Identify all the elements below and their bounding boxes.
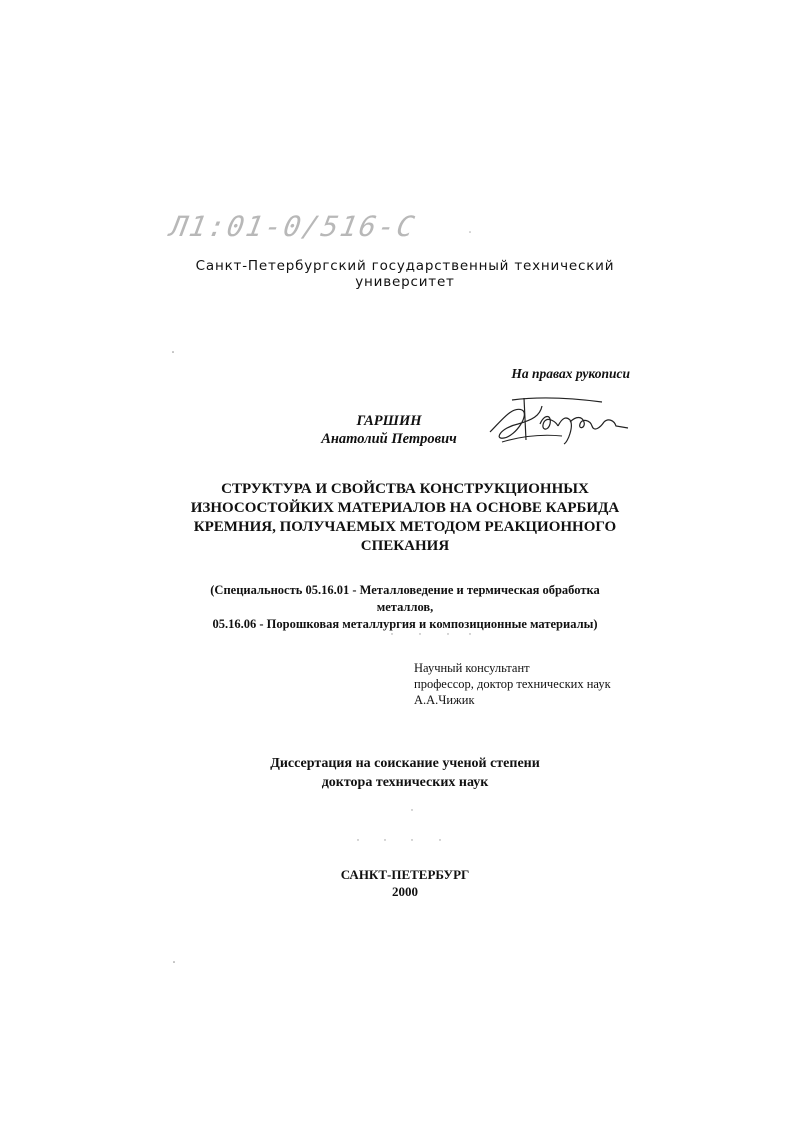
dissertation-title bbox=[150, 480, 660, 556]
place-and-year bbox=[300, 866, 510, 900]
handwritten-signature bbox=[482, 392, 632, 448]
consultant-position: профессор, доктор технических наук bbox=[414, 677, 611, 691]
university-line-2: университет bbox=[355, 274, 455, 290]
degree-line-1: Диссертация на соискание ученой степени bbox=[270, 756, 540, 771]
archive-stamp: Л1:01-0/516-С bbox=[167, 210, 419, 243]
title-line-1: СТРУКТУРА И СВОЙСТВА КОНСТРУКЦИОННЫХ bbox=[221, 481, 589, 497]
consultant-label: Научный консультант bbox=[414, 661, 530, 675]
specialty-line-1: (Специальность 05.16.01 - Металловедение и термическая обработка bbox=[210, 583, 600, 597]
year: 2000 bbox=[392, 884, 418, 899]
specialty-line-3: 05.16.06 - Порошковая металлургия и композиционные материалы) bbox=[212, 617, 598, 631]
university-name bbox=[150, 258, 660, 290]
title-line-3: КРЕМНИЯ, ПОЛУЧАЕМЫХ МЕТОДОМ РЕАКЦИОННОГО bbox=[193, 519, 617, 535]
title-line-4: СПЕКАНИЯ bbox=[360, 538, 450, 554]
city-name: САНКТ-ПЕТЕРБУРГ bbox=[340, 867, 470, 882]
consultant-block bbox=[414, 660, 674, 708]
author-surname: ГАРШИН bbox=[356, 413, 422, 429]
specialty-line-2: металлов, bbox=[376, 600, 434, 614]
title-line-2: ИЗНОСОСТОЙКИХ МАТЕРИАЛОВ НА ОСНОВЕ КАРБИДА bbox=[190, 500, 620, 516]
author-block bbox=[300, 412, 478, 448]
consultant-name: А.А.Чижик bbox=[414, 693, 475, 707]
manuscript-rights-note: На правах рукописи bbox=[511, 366, 630, 381]
specialty-block bbox=[180, 582, 630, 633]
degree-statement bbox=[200, 754, 610, 792]
university-line-1: Санкт-Петербургский государственный технический bbox=[195, 258, 615, 274]
author-given-names: Анатолий Петрович bbox=[321, 431, 457, 447]
degree-line-2: доктора технических наук bbox=[321, 775, 489, 790]
